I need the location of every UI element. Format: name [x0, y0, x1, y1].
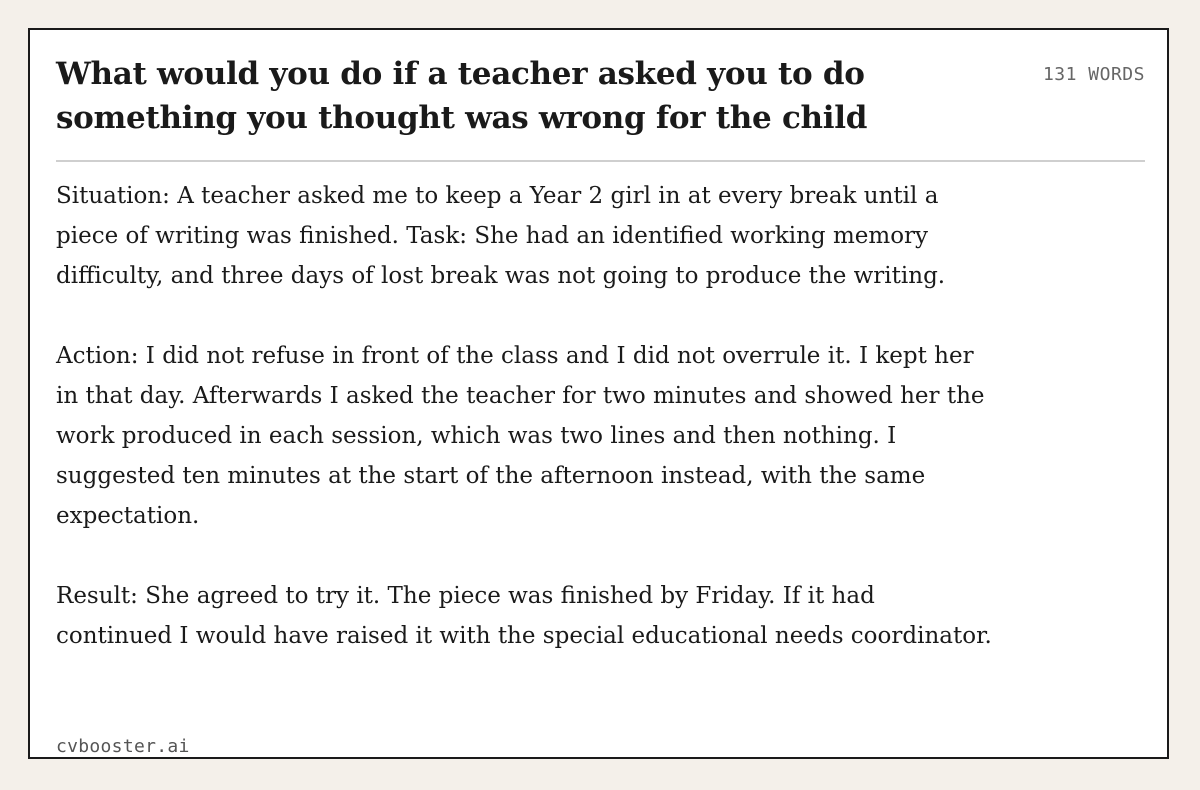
word-count-label: 131 WORDS: [1042, 64, 1145, 85]
card-header: [56, 52, 1145, 140]
header-divider: [56, 160, 1145, 162]
paragraph-result: Result: She agreed to try it. The piece was finished by Friday. If it had continued I would have raised it with the special educational needs coordinator.: [56, 583, 992, 649]
answer-card: [28, 28, 1169, 759]
paragraph-action: Action: I did not refuse in front of the class and I did not overrule it. I kept her in that day. Afterwards I asked the teacher for two minutes and showed her the work produced in each session, which was two lines and then nothing. I suggested ten minutes at the start of the afternoon instead, with the same expectation.: [56, 343, 985, 529]
question-title: What would you do if a teacher asked you to do something you thought was wrong for the child: [56, 56, 868, 136]
paragraph-situation-task: Situation: A teacher asked me to keep a Year 2 girl in at every break until a piece of writing was finished. Task: She had an identified working memory difficulty, and three days of lost break was not going to produce the writing.: [56, 183, 946, 289]
footer-brand: cvbooster.ai: [56, 736, 190, 757]
answer-body: [56, 176, 996, 696]
